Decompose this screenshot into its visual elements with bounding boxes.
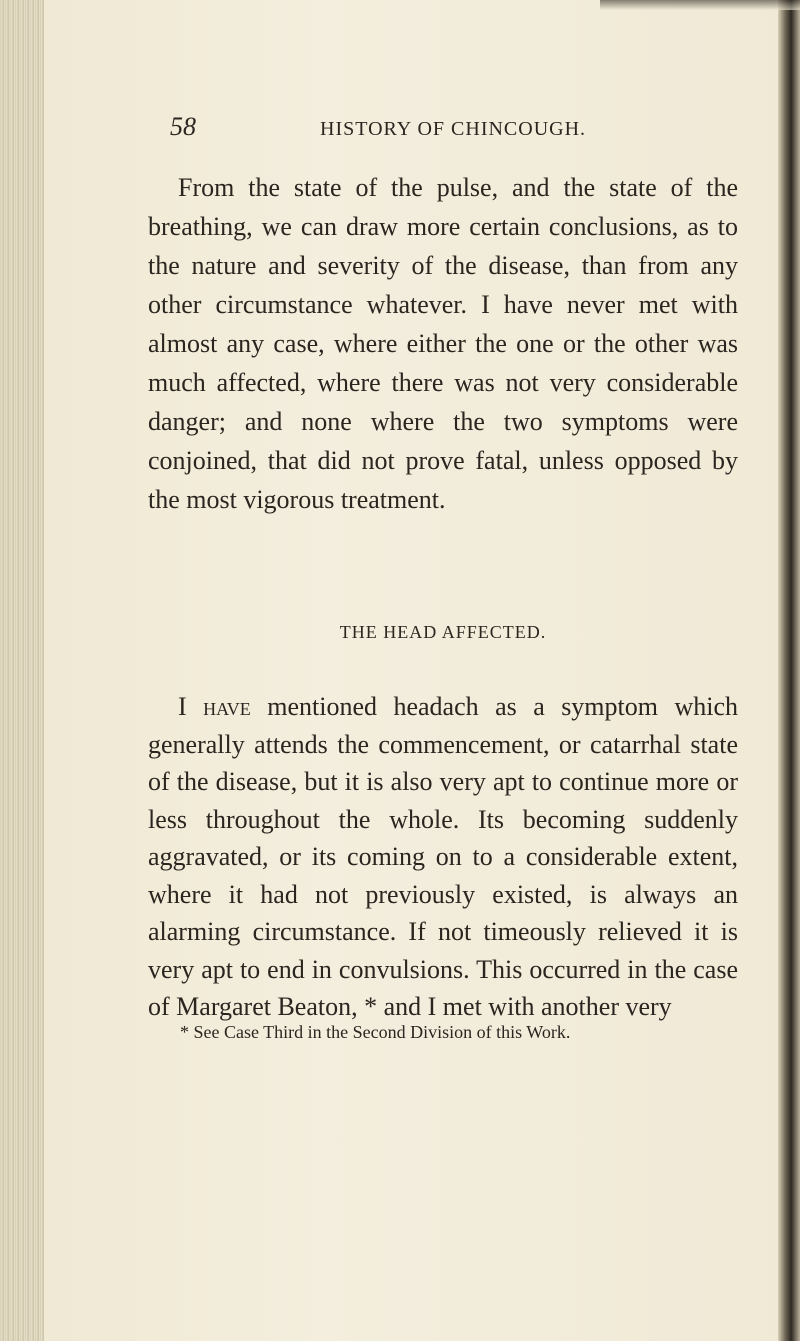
page-shadow xyxy=(600,0,800,10)
page-header xyxy=(150,112,710,152)
page-edge xyxy=(778,0,800,1341)
page-number: 58 xyxy=(170,112,196,141)
paragraph-2-text: mentioned headach as a symptom which generally attends the commencement, or catarrhal state of the disease, but it is also very apt to continue more or less throughout the whole. Its becoming suddenly aggravated, or its coming on to a considerable extent, where it had not previously existed, is always an alarming circumstance. If not timeously relieved it is very apt to end in convulsions. This occurred in the case of Margaret Beaton, * and I met with another very xyxy=(148,692,738,1021)
paragraph-1 xyxy=(148,168,738,519)
paragraph-1-text: From the state of the pulse, and the state of the breathing, we can draw more certain conclusions, as to the nature and severity of the disease, than from any other circumstance whatever. I have never met with almost any case, where either the one or the other was much affected, where there was not very considerable danger; and none where the two symptoms were conjoined, that did not prove fatal, unless opposed by the most vigorous treatment. xyxy=(148,173,738,514)
section-heading: THE HEAD AFFECTED. xyxy=(339,622,547,642)
paragraph-2 xyxy=(148,688,738,1026)
book-gutter xyxy=(0,0,44,1341)
footnote: * See Case Third in the Second Division of this Work. xyxy=(180,1022,571,1042)
running-head: HISTORY OF CHINCOUGH. xyxy=(320,118,587,140)
paragraph-2-lead: I have xyxy=(178,692,251,721)
paragraph-2-body xyxy=(148,688,738,1026)
